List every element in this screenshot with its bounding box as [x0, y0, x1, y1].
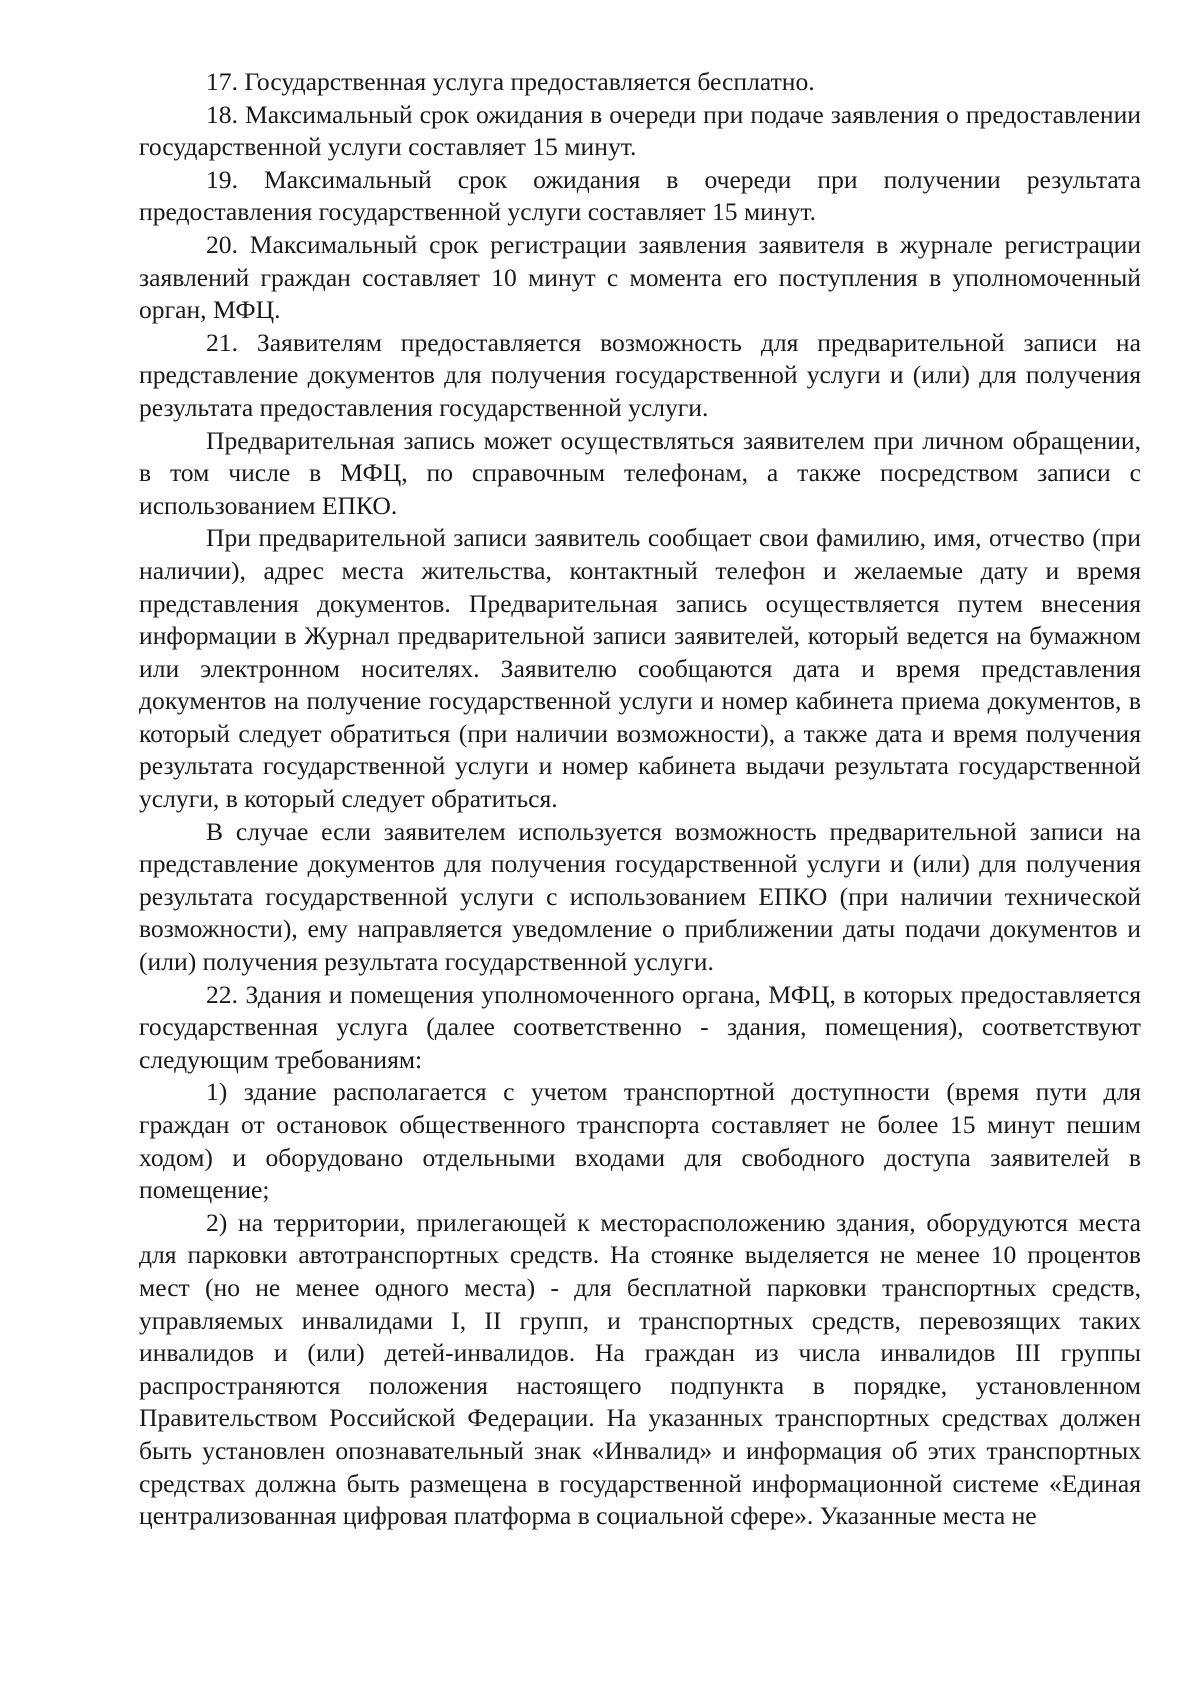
paragraph-21-record-details: При предварительной записи заявитель сообщает свои фамилию, имя, отчество (при наличии), адрес места жительства, контактный телефон и желаемые дату и время представления документов. Предварительная запись осуществляется путем внесения информации в Журнал предварительной записи заявителей, который ведется на бумажном или электронном носителях. Заявителю сообщаются дата и время представления документов на получение государственной услуги и номер кабинета приема документов, в который следует обратиться (при наличии возможности), а также дата и время получения результата государственной услуги и номер кабинета выдачи результата государственной услуги, в который следует обратиться. [139, 523, 1141, 814]
document-body [139, 66, 1141, 1533]
paragraph-19: 19. Максимальный срок ожидания в очереди при получении результата предоставления государственной услуги составляет 15 минут. [139, 164, 1141, 227]
paragraph-21-notification: В случае если заявителем используется возможность предварительной записи на представление документов для получения государственной услуги и (или) для получения результата государственной услуги с использованием ЕПКО (при наличии технической возможности), ему направляется уведомление о приближении даты подачи документов и (или) получения результата государственной услуги. [139, 816, 1141, 977]
paragraph-22: 22. Здания и помещения уполномоченного органа, МФЦ, в которых предоставляется государственная услуга (далее соответственно - здания, помещения), соответствуют следующим требованиям: [139, 979, 1141, 1074]
paragraph-18: 18. Максимальный срок ожидания в очереди при подаче заявления о предоставлении государственной услуги составляет 15 минут. [139, 99, 1141, 162]
paragraph-22-item-1: 1) здание располагается с учетом транспортной доступности (время пути для граждан от остановок общественного транспорта составляет не более 15 минут пешим ходом) и оборудовано отдельными входами для свободного доступа заявителей в помещение; [139, 1077, 1141, 1205]
paragraph-21-preliminary-record: Предварительная запись может осуществляться заявителем при личном обращении, в том числе в МФЦ, по справочным телефонам, а также посредством записи с использованием ЕПКО. [139, 425, 1141, 520]
paragraph-20: 20. Максимальный срок регистрации заявления заявителя в журнале регистрации заявлений граждан составляет 10 минут с момента его поступления в уполномоченный орган, МФЦ. [139, 229, 1141, 325]
paragraph-22-item-2: 2) на территории, прилегающей к месторасположению здания, оборудуются места для парковки автотранспортных средств. На стоянке выделяется не менее 10 процентов мест (но не менее одного места) - для бесплатной парковки транспортных средств, управляемых инвалидами I, II групп, и транспортных средств, перевозящих таких инвалидов и (или) детей-инвалидов. На граждан из числа инвалидов III группы распространяются положения настоящего подпункта в порядке, установленном Правительством Российской Федерации. На указанных транспортных средствах должен быть установлен опознавательный знак «Инвалид» и информация об этих транспортных средствах должна быть размещена в государственной информационной системе «Единая централизованная цифровая платформа в социальной сфере». Указанные места не [139, 1207, 1141, 1531]
paragraph-17: 17. Государственная услуга предоставляется бесплатно. [206, 67, 815, 96]
paragraph-21: 21. Заявителям предоставляется возможность для предварительной записи на представление документов для получения государственной услуги и (или) для получения результата предоставления государственной услуги. [139, 327, 1141, 422]
